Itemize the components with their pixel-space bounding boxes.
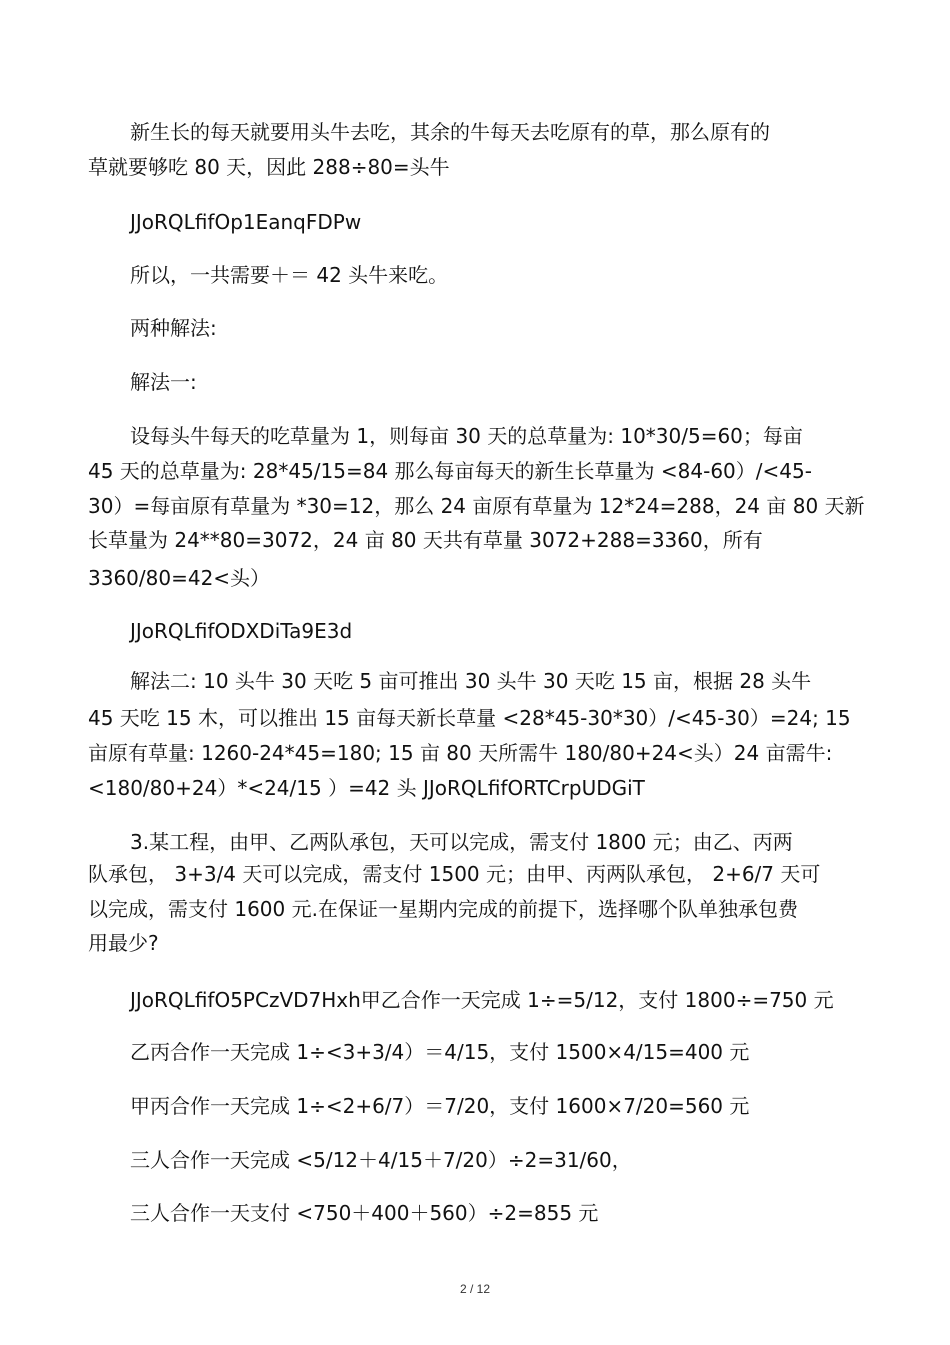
text-line-21: JJoRQLfifO5PCzVD7Hxh甲乙合作一天完成 1÷=5/12，支付 1800÷=750 元 — [130, 988, 834, 1012]
text-line-18: 队承包， 3+3/4 天可以完成，需支付 1500 元；由甲、丙两队承包， 2+6/7 天可 — [88, 862, 821, 886]
text-line-10: 长草量为 24**80=3072，24 亩 80 天共有草量 3072+288=3360，所有 — [88, 528, 763, 552]
text-line-19: 以完成，需支付 1600 元.在保证一星期内完成的前提下，选择哪个队单独承包费 — [88, 897, 798, 921]
text-line-1: 新生长的每天就要用头牛去吃，其余的牛每天去吃原有的草，那么原有的 — [130, 120, 770, 144]
text-line-5: 两种解法: — [130, 316, 217, 340]
text-line-9: 30）=每亩原有草量为 *30=12，那么 24 亩原有草量为 12*24=288，24 亩 80 天新 — [88, 494, 865, 518]
text-line-6: 解法一: — [130, 370, 197, 394]
text-line-17: 3.某工程，由甲、乙两队承包，天可以完成，需支付 1800 元；由乙、丙两 — [130, 830, 793, 854]
text-line-11: 3360/80=42<头） — [88, 566, 271, 590]
text-line-3: JJoRQLfifOp1EanqFDPw — [130, 210, 362, 234]
text-line-7: 设每头牛每天的吃草量为 1，则每亩 30 天的总草量为: 10*30/5=60；每亩 — [130, 424, 803, 448]
text-line-8: 45 天的总草量为: 28*45/15=84 那么每亩每天的新生长草量为 <84-60）/<45- — [88, 459, 812, 483]
text-line-24: 三人合作一天完成 <5/12＋4/15＋7/20）÷2=31/60， — [130, 1148, 632, 1172]
page-number: 2 / 12 — [459, 1282, 491, 1296]
text-line-13: 解法二: 10 头牛 30 天吃 5 亩可推出 30 头牛 30 天吃 15 亩，根据 28 头牛 — [130, 669, 812, 693]
text-line-15: 亩原有草量: 1260-24*45=180; 15 亩 80 天所需牛 180/80+24<头）24 亩需牛: — [88, 741, 833, 765]
text-line-16: <180/80+24）*<24/15 ）=42 头 JJoRQLfifORTCrpUDGiT — [88, 776, 645, 800]
text-line-22: 乙丙合作一天完成 1÷<3+3/4）＝4/15，支付 1500×4/15=400 元 — [130, 1040, 750, 1064]
text-line-25: 三人合作一天支付 <750＋400＋560）÷2=855 元 — [130, 1201, 599, 1225]
text-line-12: JJoRQLfifODXDiTa9E3d — [130, 619, 353, 643]
text-line-14: 45 天吃 15 木，可以推出 15 亩每天新长草量 <28*45-30*30）/<45-30）=24; 15 — [88, 706, 851, 730]
text-line-20: 用最少? — [88, 931, 159, 955]
text-line-2: 草就要够吃 80 天，因此 288÷80=头牛 — [88, 155, 450, 179]
text-line-23: 甲丙合作一天完成 1÷<2+6/7）＝7/20，支付 1600×7/20=560 元 — [130, 1094, 750, 1118]
text-line-4: 所以，一共需要＋＝ 42 头牛来吃。 — [130, 263, 449, 287]
